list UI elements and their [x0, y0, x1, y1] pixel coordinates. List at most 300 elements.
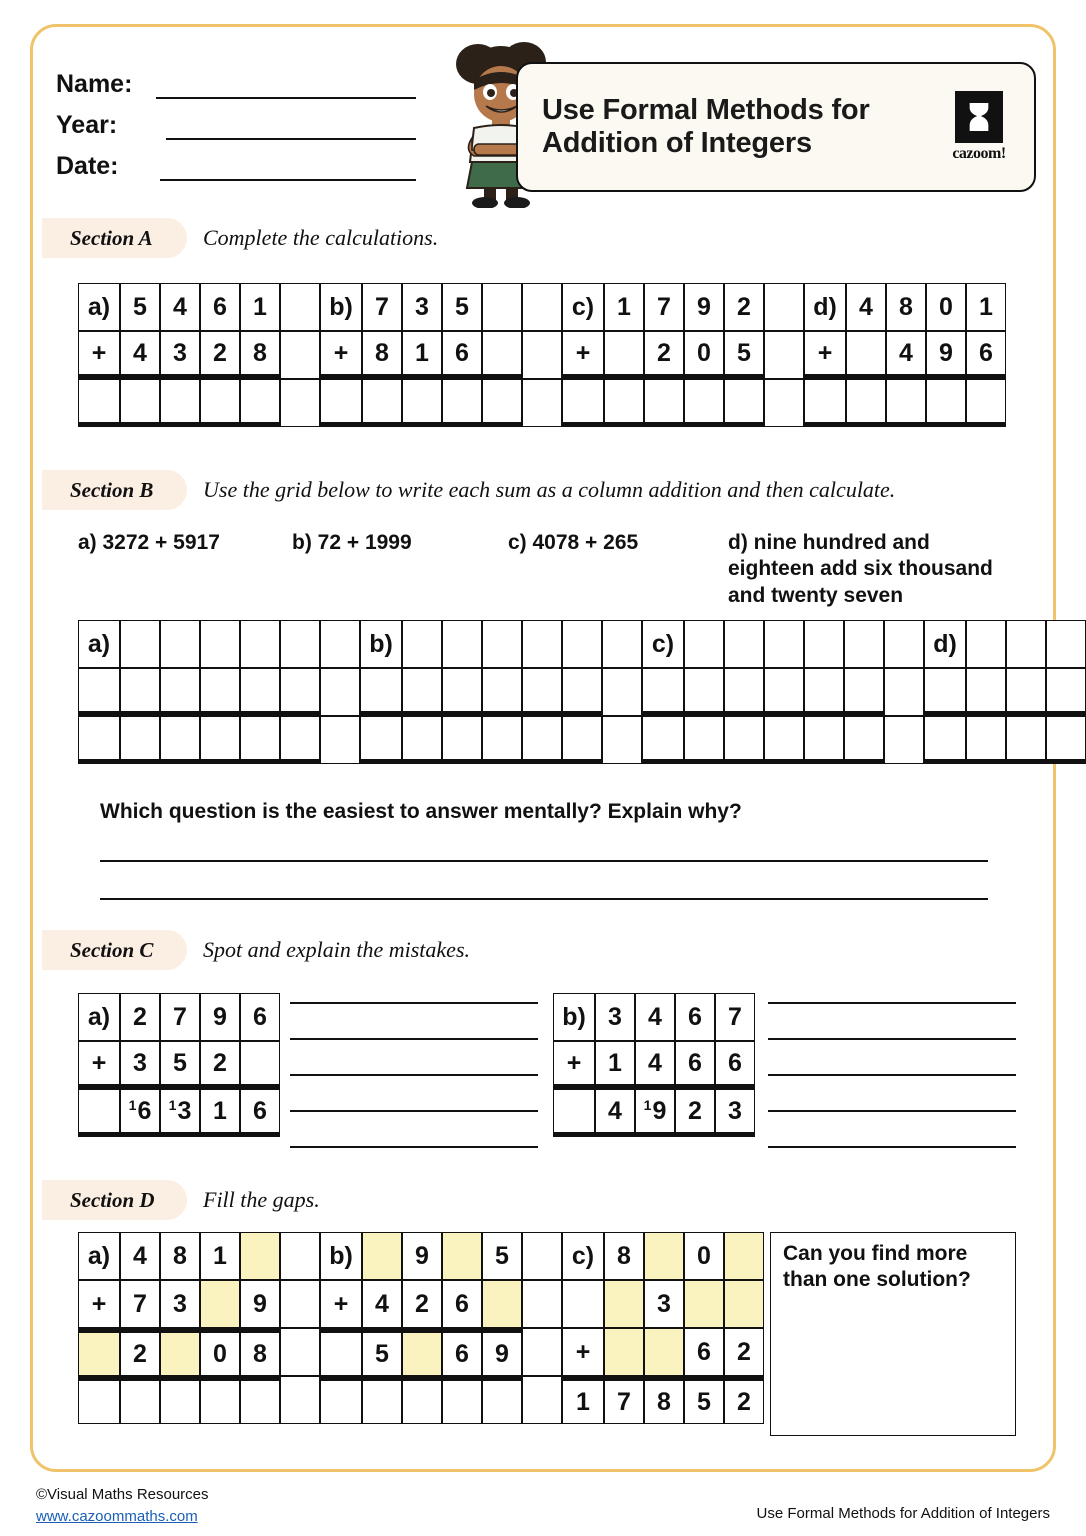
section-d-problem_b-r1-c0[interactable]: +	[320, 1280, 362, 1328]
section-b-spacer-1-1[interactable]	[602, 668, 642, 716]
section-d-problem_c-r3-c3[interactable]: 5	[684, 1376, 724, 1424]
section-a-p0-top-1[interactable]: 5	[120, 283, 160, 331]
year-label: Year:	[56, 111, 118, 139]
section-c-p0-answer-4[interactable]: 6	[240, 1089, 280, 1137]
section-c-p1-addend-2[interactable]: 4	[635, 1041, 675, 1089]
section-a-p1-addend-3[interactable]: 6	[442, 331, 482, 379]
section-b-p1-r1-5[interactable]	[562, 668, 602, 716]
section-c-p0-addend-3[interactable]: 2	[200, 1041, 240, 1089]
section-d-problem_b-r0-c1[interactable]	[362, 1232, 402, 1280]
section-a-p2-answer-4[interactable]	[724, 379, 764, 427]
section-d-spacer-1	[522, 1232, 562, 1424]
section-d-problem_a-r3-c4[interactable]	[240, 1376, 280, 1424]
name-input-line[interactable]	[156, 73, 416, 99]
section-b-spacer-2-2[interactable]	[884, 716, 924, 764]
section-b-p3-r2-0[interactable]	[924, 716, 966, 764]
section-a-p2-addend-1[interactable]	[604, 331, 644, 379]
section-d-problem_b-r1-c1[interactable]: 4	[362, 1280, 402, 1328]
section-a-p0-answer-4[interactable]	[240, 379, 280, 427]
section-b-spacer-0-0[interactable]	[320, 620, 360, 668]
section-d-problem_a-r1-c1[interactable]: 7	[120, 1280, 160, 1328]
section-d-problem_a-r0-c1[interactable]: 4	[120, 1232, 160, 1280]
section-a-problem-3-col-4	[966, 283, 1006, 427]
section-a-p3-top-3[interactable]: 0	[926, 283, 966, 331]
section-c-p1-answer-2[interactable]	[635, 1089, 675, 1137]
section-b-mental-question: Which question is the easiest to answer mentally? Explain why?	[100, 800, 742, 823]
section-b-spacer-2	[884, 620, 924, 764]
section-d-problem_b-col-1	[362, 1232, 402, 1424]
section-a-p0-top-4[interactable]: 1	[240, 283, 280, 331]
section-d-problem_c-r1-c0[interactable]	[562, 1280, 604, 1328]
section-d-problem_b-r1-c3[interactable]: 6	[442, 1280, 482, 1328]
section-c-a-line-2[interactable]	[290, 1038, 538, 1040]
section-b-p3-r1-1[interactable]	[966, 668, 1006, 716]
section-d-problem_b-r3-c3[interactable]	[442, 1376, 482, 1424]
section-b-spacer-2-0[interactable]	[884, 620, 924, 668]
section-a-p2-answer-0[interactable]	[562, 379, 604, 427]
section-d-problem_a-r1-c4[interactable]: 9	[240, 1280, 280, 1328]
section-c-p0-top-1[interactable]: 2	[120, 993, 160, 1041]
section-d-problem_c-r3-c0[interactable]: 1	[562, 1376, 604, 1424]
section-a-p3-addend-0[interactable]: +	[804, 331, 846, 379]
section-b-p2-r2-1[interactable]	[684, 716, 724, 764]
section-a-p1-top-3[interactable]: 5	[442, 283, 482, 331]
date-label: Date:	[56, 152, 119, 180]
section-b-p1-r0-2[interactable]	[442, 620, 482, 668]
section-b-p0-r2-0[interactable]	[78, 716, 120, 764]
section-c-p0-addend-0[interactable]: +	[78, 1041, 120, 1089]
section-c-p0-col-4	[240, 993, 280, 1137]
section-c-p0-answer-2[interactable]	[160, 1089, 200, 1137]
section-a-p3-top-0[interactable]: d)	[804, 283, 846, 331]
section-b-p1-r2-0[interactable]	[360, 716, 402, 764]
section-d-problem_c-r1-c4[interactable]	[724, 1280, 764, 1328]
section-a-p1-answer-1[interactable]	[362, 379, 402, 427]
section-b-p2-r0-1[interactable]	[684, 620, 724, 668]
section-b-p2-r0-3[interactable]	[764, 620, 804, 668]
section-b-p3-r0-3[interactable]	[1046, 620, 1086, 668]
section-c-b-line-4[interactable]	[768, 1110, 1016, 1112]
section-b-p2-r2-4[interactable]	[804, 716, 844, 764]
section-b-p3-r2-1[interactable]	[966, 716, 1006, 764]
section-c-p0-top-0[interactable]: a)	[78, 993, 120, 1041]
section-a-p3-addend-1[interactable]	[846, 331, 886, 379]
section-c-p1-top-1[interactable]: 3	[595, 993, 635, 1041]
section-d-problem_b-r0-c3[interactable]	[442, 1232, 482, 1280]
section-a-problem-3-col-2	[886, 283, 926, 427]
section-b-p1-r1-4[interactable]	[522, 668, 562, 716]
section-a-p3-answer-1[interactable]	[846, 379, 886, 427]
section-c-p0-col-3	[200, 993, 240, 1137]
section-a-p0-addend-2[interactable]: 3	[160, 331, 200, 379]
section-d-problem_a-r0-c3[interactable]: 1	[200, 1232, 240, 1280]
name-field-row	[56, 58, 416, 99]
section-a-p1-top-0[interactable]: b)	[320, 283, 362, 331]
section-d-problem_a-r1-c0[interactable]: +	[78, 1280, 120, 1328]
section-a-p0-addend-4[interactable]: 8	[240, 331, 280, 379]
section-a-p3-top-4[interactable]: 1	[966, 283, 1006, 331]
section-b-question-c: c) 4078 + 265	[508, 531, 639, 554]
section-a-p1-top-1[interactable]: 7	[362, 283, 402, 331]
section-b-p2-r2-2[interactable]	[724, 716, 764, 764]
section-a-p2-addend-0[interactable]: +	[562, 331, 604, 379]
section-a-p2-top-2[interactable]: 7	[644, 283, 684, 331]
section-b-p0-r2-1[interactable]	[120, 716, 160, 764]
footer-left	[36, 1484, 209, 1528]
section-d-problem_c-r2-c3[interactable]: 6	[684, 1328, 724, 1376]
section-d-problem_a-r2-c3[interactable]: 0	[200, 1328, 240, 1376]
section-b-p3-r0-0[interactable]: d)	[924, 620, 966, 668]
section-d-problem_b-r0-c2[interactable]: 9	[402, 1232, 442, 1280]
section-c-p0-answer-0[interactable]	[78, 1089, 120, 1137]
section-d-problem_c-r1-c3[interactable]	[684, 1280, 724, 1328]
section-d-problem_c-r2-c2[interactable]	[644, 1328, 684, 1376]
section-b-spacer-1-2[interactable]	[602, 716, 642, 764]
section-b-p2-r1-4[interactable]	[804, 668, 844, 716]
copyright-text: ©Visual Maths Resources	[36, 1486, 209, 1503]
section-b-spacer-0-1[interactable]	[320, 668, 360, 716]
section-c-p1-top-3[interactable]: 6	[675, 993, 715, 1041]
section-b-p3-r2-2[interactable]	[1006, 716, 1046, 764]
section-a-p2-top-4[interactable]: 2	[724, 283, 764, 331]
section-d-problem_c-r0-c2[interactable]	[644, 1232, 684, 1280]
section-b-p3-r1-2[interactable]	[1006, 668, 1046, 716]
section-a-p1-addend-0[interactable]: +	[320, 331, 362, 379]
section-a-p2-answer-2[interactable]	[644, 379, 684, 427]
section-b-p2-r0-5[interactable]	[844, 620, 884, 668]
website-link[interactable]: www.cazoommaths.com	[36, 1507, 198, 1525]
section-d-problem_b-r2-c1[interactable]: 5	[362, 1328, 402, 1376]
date-input-line[interactable]	[160, 155, 416, 181]
section-d-spacer-1-3[interactable]	[522, 1376, 562, 1424]
section-c-p0-top-2[interactable]: 7	[160, 993, 200, 1041]
section-a-problem-3-col-1	[846, 283, 886, 427]
section-d-spacer-0-2[interactable]	[280, 1328, 320, 1376]
section-b-p3-r1-0[interactable]	[924, 668, 966, 716]
section-b-p0-r0-3[interactable]	[200, 620, 240, 668]
section-a-p1-answer-3[interactable]	[442, 379, 482, 427]
section-c-p0-answer-1[interactable]	[120, 1089, 160, 1137]
section-a-p1-answer-4[interactable]	[482, 379, 522, 427]
section-b-p2-r1-2[interactable]	[724, 668, 764, 716]
writing-line-1[interactable]	[100, 860, 988, 862]
section-d-problem_b-r1-c4[interactable]	[482, 1280, 522, 1328]
section-b-p1-r2-1[interactable]	[402, 716, 442, 764]
section-a-p1-top-2[interactable]: 3	[402, 283, 442, 331]
section-a-p1-answer-2[interactable]	[402, 379, 442, 427]
section-a-p2-answer-1[interactable]	[604, 379, 644, 427]
section-a-p3-top-1[interactable]: 4	[846, 283, 886, 331]
section-b-p1-r2-5[interactable]	[562, 716, 602, 764]
section-b-spacer-0-2[interactable]	[320, 716, 360, 764]
section-d-problem_c-r1-c2[interactable]: 3	[644, 1280, 684, 1328]
section-d-problem_b-r2-c4[interactable]: 9	[482, 1328, 522, 1376]
section-c-p0-col-2	[160, 993, 200, 1137]
section-c-p0-addend-1[interactable]: 3	[120, 1041, 160, 1089]
section-b-p2-r2-5[interactable]	[844, 716, 884, 764]
section-a-p0-top-2[interactable]: 4	[160, 283, 200, 331]
year-input-line[interactable]	[166, 114, 416, 140]
section-c-p0-addend-2[interactable]: 5	[160, 1041, 200, 1089]
section-a-p3-addend-4[interactable]: 6	[966, 331, 1006, 379]
section-c-p1-addend-3[interactable]: 6	[675, 1041, 715, 1089]
section-c-b-line-3[interactable]	[768, 1074, 1016, 1076]
section-d-problem_c-r1-c1[interactable]	[604, 1280, 644, 1328]
section-d-spacer-1-0[interactable]	[522, 1232, 562, 1280]
section-d-problem_c-r0-c4[interactable]	[724, 1232, 764, 1280]
section-b-p1-r0-1[interactable]	[402, 620, 442, 668]
section-a-problem-0-col-0	[78, 283, 120, 427]
section-a-p3-addend-2[interactable]: 4	[886, 331, 926, 379]
section-b-p1-r2-3[interactable]	[482, 716, 522, 764]
section-d-problem_c-r0-c1[interactable]: 8	[604, 1232, 644, 1280]
section-c-p1-answer-1[interactable]: 4	[595, 1089, 635, 1137]
section-a-p1-addend-2[interactable]: 1	[402, 331, 442, 379]
section-a-p3-top-2[interactable]: 8	[886, 283, 926, 331]
section-b-problem-0-col-0	[78, 620, 120, 764]
section-c-b-line-2[interactable]	[768, 1038, 1016, 1040]
section-d-problem_b-r0-c0[interactable]: b)	[320, 1232, 362, 1280]
section-b-p0-r1-3[interactable]	[200, 668, 240, 716]
section-b-p2-r2-3[interactable]	[764, 716, 804, 764]
section-a-problem-3-col-3	[926, 283, 966, 427]
section-d-problem_a-r0-c0[interactable]: a)	[78, 1232, 120, 1280]
section-a-p0-answer-2[interactable]	[160, 379, 200, 427]
section-d-spacer-1-2[interactable]	[522, 1328, 562, 1376]
section-a-p0-top-0[interactable]: a)	[78, 283, 120, 331]
section-a-p0-answer-0[interactable]	[78, 379, 120, 427]
section-d-spacer-0-3[interactable]	[280, 1376, 320, 1424]
section-b-p1-r0-5[interactable]	[562, 620, 602, 668]
section-d-problem_c-r2-c1[interactable]	[604, 1328, 644, 1376]
section-d-problem_a-r0-c4[interactable]	[240, 1232, 280, 1280]
section-c-a-line-3[interactable]	[290, 1074, 538, 1076]
section-b-p2-r1-0[interactable]	[642, 668, 684, 716]
section-b-p1-r0-3[interactable]	[482, 620, 522, 668]
section-d-problem_b-r3-c0[interactable]	[320, 1376, 362, 1424]
section-a-p0-addend-3[interactable]: 2	[200, 331, 240, 379]
section-c-b-line-1[interactable]	[768, 1002, 1016, 1004]
section-d-spacer-0-0[interactable]	[280, 1232, 320, 1280]
section-d-problem_b-r0-c4[interactable]: 5	[482, 1232, 522, 1280]
section-d-problem_a-r1-c2[interactable]: 3	[160, 1280, 200, 1328]
section-a-spacer-cell-0-0[interactable]	[280, 283, 320, 331]
section-a-spacer-cell-1-0[interactable]	[522, 283, 562, 331]
section-c-p1-addend-4[interactable]: 6	[715, 1041, 755, 1089]
section-c-p1-top-0[interactable]: b)	[553, 993, 595, 1041]
section-d-problem_c-r0-c3[interactable]: 0	[684, 1232, 724, 1280]
section-c-p1-answer-4[interactable]: 3	[715, 1089, 755, 1137]
section-b-p2-r1-1[interactable]	[684, 668, 724, 716]
section-d-problem_c-r2-c0[interactable]: +	[562, 1328, 604, 1376]
section-c-p1-top-4[interactable]: 7	[715, 993, 755, 1041]
section-d-problem_a-r2-c0[interactable]	[78, 1328, 120, 1376]
section-c-p0-top-4[interactable]: 6	[240, 993, 280, 1041]
section-b-p0-r2-3[interactable]	[200, 716, 240, 764]
section-b-problem-2-col-4	[804, 620, 844, 764]
section-b-p1-r2-2[interactable]	[442, 716, 482, 764]
section-b-p0-r1-1[interactable]	[120, 668, 160, 716]
section-b-p0-r1-4[interactable]	[240, 668, 280, 716]
solution-prompt-line-2: than one solution?	[783, 1267, 971, 1291]
section-b-p0-r2-2[interactable]	[160, 716, 200, 764]
section-b-p0-r0-2[interactable]	[160, 620, 200, 668]
section-b-p1-r1-1[interactable]	[402, 668, 442, 716]
section-c-p0-answer-3[interactable]: 1	[200, 1089, 240, 1137]
section-c-a-line-4[interactable]	[290, 1110, 538, 1112]
section-c-p1-answer-3[interactable]: 2	[675, 1089, 715, 1137]
section-d-spacer-1-1[interactable]	[522, 1280, 562, 1328]
date-field-row	[56, 140, 416, 181]
section-b-p3-r1-3[interactable]	[1046, 668, 1086, 716]
section-a-p1-answer-0[interactable]	[320, 379, 362, 427]
section-c-p0-addend-4[interactable]	[240, 1041, 280, 1089]
section-a-p2-answer-3[interactable]	[684, 379, 724, 427]
carry-digit: 1	[168, 1097, 177, 1113]
section-a-p2-top-0[interactable]: c)	[562, 283, 604, 331]
section-b-p0-r0-4[interactable]	[240, 620, 280, 668]
section-d-problem_c-r3-c4[interactable]: 2	[724, 1376, 764, 1424]
section-a-problem-2-col-0	[562, 283, 604, 427]
section-a-spacer-cell-0-1[interactable]	[280, 331, 320, 379]
section-b-p2-r1-5[interactable]	[844, 668, 884, 716]
section-b-p2-r0-0[interactable]: c)	[642, 620, 684, 668]
section-c-p1-answer-0[interactable]	[553, 1089, 595, 1137]
section-d-problem_a-r0-c2[interactable]: 8	[160, 1232, 200, 1280]
section-c-problem-a-grid	[78, 993, 280, 1137]
carry-digit: 1	[643, 1097, 652, 1113]
section-d-problem_c-r2-c4[interactable]: 2	[724, 1328, 764, 1376]
hourglass-icon	[955, 91, 1003, 143]
section-a-p2-top-3[interactable]: 9	[684, 283, 724, 331]
title-line-1: Use Formal Methods for	[542, 93, 870, 126]
section-d-problem_a-r2-c4[interactable]: 8	[240, 1328, 280, 1376]
section-d-problem_c-r3-c2[interactable]: 8	[644, 1376, 684, 1424]
section-b-p0-r2-5[interactable]	[280, 716, 320, 764]
section-a-spacer-cell-2-2[interactable]	[764, 379, 804, 427]
section-d-problem_a-r3-c2[interactable]	[160, 1376, 200, 1424]
section-c-p1-addend-1[interactable]: 1	[595, 1041, 635, 1089]
section-b-p0-r1-5[interactable]	[280, 668, 320, 716]
section-b-p3-r0-1[interactable]	[966, 620, 1006, 668]
section-c-p1-col-1	[595, 993, 635, 1137]
section-a-p0-addend-1[interactable]: 4	[120, 331, 160, 379]
section-a-p0-answer-3[interactable]	[200, 379, 240, 427]
section-b-p0-r1-2[interactable]	[160, 668, 200, 716]
section-b-p1-r0-0[interactable]: b)	[360, 620, 402, 668]
section-a-header	[56, 218, 438, 258]
section-d-problem_a-r3-c1[interactable]	[120, 1376, 160, 1424]
section-a-p2-addend-2[interactable]: 2	[644, 331, 684, 379]
section-a-p1-addend-4[interactable]	[482, 331, 522, 379]
section-d-problem_b-r2-c0[interactable]	[320, 1328, 362, 1376]
section-d-problem_c-r0-c0[interactable]: c)	[562, 1232, 604, 1280]
section-b-p2-r2-0[interactable]	[642, 716, 684, 764]
section-b-problem-1-col-1	[402, 620, 442, 764]
section-d-problem_a-r1-c3[interactable]	[200, 1280, 240, 1328]
section-d-problem_c-col-2	[644, 1232, 684, 1424]
section-b-p2-r0-4[interactable]	[804, 620, 844, 668]
section-c-b-line-5[interactable]	[768, 1146, 1016, 1148]
section-a-p0-addend-0[interactable]: +	[78, 331, 120, 379]
section-a-spacer-cell-2-1[interactable]	[764, 331, 804, 379]
section-d-problem_c-col-0	[562, 1232, 604, 1424]
section-a-spacer-cell-1-2[interactable]	[522, 379, 562, 427]
section-d-problem_a-r2-c1[interactable]: 2	[120, 1328, 160, 1376]
section-c-a-line-1[interactable]	[290, 1002, 538, 1004]
section-a-p2-addend-3[interactable]: 0	[684, 331, 724, 379]
section-d-problem_a-col-0	[78, 1232, 120, 1424]
section-b-p1-r1-2[interactable]	[442, 668, 482, 716]
section-b-p0-r0-1[interactable]	[120, 620, 160, 668]
section-b-p1-r1-0[interactable]	[360, 668, 402, 716]
section-a-problem-2-col-4	[724, 283, 764, 427]
writing-line-2[interactable]	[100, 898, 988, 900]
section-d-problem_b-col-0	[320, 1232, 362, 1424]
section-b-p0-r1-0[interactable]	[78, 668, 120, 716]
section-c-p1-addend-0[interactable]: +	[553, 1041, 595, 1089]
section-c-p0-top-3[interactable]: 9	[200, 993, 240, 1041]
section-a-p2-top-1[interactable]: 1	[604, 283, 644, 331]
section-a-p2-addend-4[interactable]: 5	[724, 331, 764, 379]
section-b-spacer-1-0[interactable]	[602, 620, 642, 668]
section-a-p3-answer-3[interactable]	[926, 379, 966, 427]
section-a-p3-answer-0[interactable]	[804, 379, 846, 427]
section-b-p0-r0-0[interactable]: a)	[78, 620, 120, 668]
section-b-p1-r0-4[interactable]	[522, 620, 562, 668]
section-b-p3-r2-3[interactable]	[1046, 716, 1086, 764]
section-a-p1-addend-1[interactable]: 8	[362, 331, 402, 379]
section-d-problem_b-r3-c4[interactable]	[482, 1376, 522, 1424]
section-a-p0-top-3[interactable]: 6	[200, 283, 240, 331]
section-b-p1-r2-4[interactable]	[522, 716, 562, 764]
section-a-spacer-cell-0-2[interactable]	[280, 379, 320, 427]
section-c-p1-top-2[interactable]: 4	[635, 993, 675, 1041]
section-d-problem_b-r3-c2[interactable]	[402, 1376, 442, 1424]
section-b-spacer-2-1[interactable]	[884, 668, 924, 716]
section-d-problem_b-r2-c3[interactable]: 6	[442, 1328, 482, 1376]
section-a-spacer-cell-2-0[interactable]	[764, 283, 804, 331]
section-a-p0-answer-1[interactable]	[120, 379, 160, 427]
section-a-problem-2-col-3	[684, 283, 724, 427]
section-b-p2-r0-2[interactable]	[724, 620, 764, 668]
section-d-problem_b-r1-c2[interactable]: 2	[402, 1280, 442, 1328]
section-a-p1-top-4[interactable]	[482, 283, 522, 331]
section-c-a-line-5[interactable]	[290, 1146, 538, 1148]
section-d-problem_a-r2-c2[interactable]	[160, 1328, 200, 1376]
section-b-p0-r0-5[interactable]	[280, 620, 320, 668]
section-d-problem_a-r3-c3[interactable]	[200, 1376, 240, 1424]
section-d-problem_b-r2-c2[interactable]	[402, 1328, 442, 1376]
section-a-p3-answer-4[interactable]	[966, 379, 1006, 427]
section-d-problem_c-r3-c1[interactable]: 7	[604, 1376, 644, 1424]
section-a-p3-answer-2[interactable]	[886, 379, 926, 427]
section-d-spacer-0-1[interactable]	[280, 1280, 320, 1328]
section-b-p2-r1-3[interactable]	[764, 668, 804, 716]
worksheet-header	[56, 58, 1036, 203]
section-a-p3-addend-3[interactable]: 9	[926, 331, 966, 379]
section-b-p0-r2-4[interactable]	[240, 716, 280, 764]
section-c-p1-col-0	[553, 993, 595, 1137]
section-c-p0-col-1	[120, 993, 160, 1137]
section-b-problem-1-col-3	[482, 620, 522, 764]
section-b-question-d: d) nine hundred and eighteen add six thousand and twenty seven	[728, 531, 993, 607]
section-a-spacer-cell-1-1[interactable]	[522, 331, 562, 379]
section-b-p1-r1-3[interactable]	[482, 668, 522, 716]
section-b-p3-r0-2[interactable]	[1006, 620, 1046, 668]
section-d-problem_a-r3-c0[interactable]	[78, 1376, 120, 1424]
section-d-problem_b-r3-c1[interactable]	[362, 1376, 402, 1424]
